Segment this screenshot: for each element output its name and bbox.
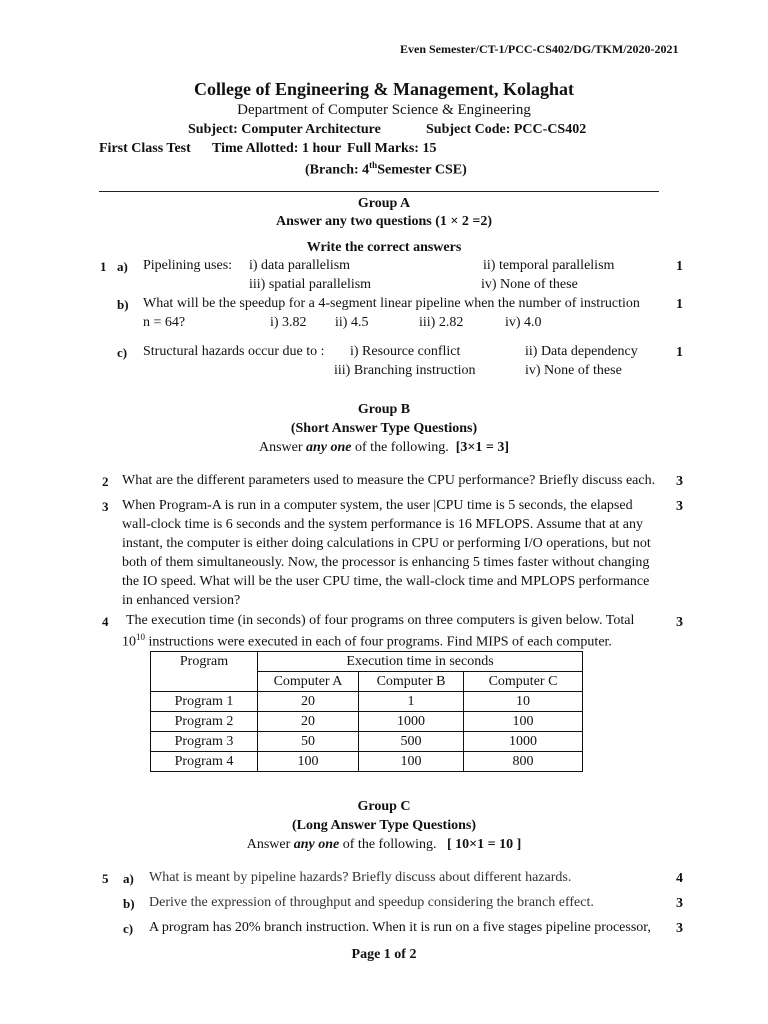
table-row xyxy=(151,692,583,712)
question-3-line-4: both of them simultaneously. Now, the processor is enhancing 5 times faster without changing xyxy=(122,555,650,570)
table-header-program: Program xyxy=(151,652,258,692)
question-5b-marks: 3 xyxy=(676,896,683,911)
group-a-title: Group A xyxy=(357,196,411,211)
table-cell: 1 xyxy=(359,692,464,712)
header-divider xyxy=(99,191,659,192)
question-1b-option-3: iii) 2.82 xyxy=(419,315,464,330)
table-header-computer-a: Computer A xyxy=(258,672,359,692)
question-3-line-1: When Program-A is run in a computer system, the user |CPU time is 5 seconds, the elapsed xyxy=(122,498,633,513)
question-4-line-2: $10^{10}$ instructions were executed in each of four programs. Find MIPS of each computer. xyxy=(122,632,612,650)
question-3-line-5: the IO speed. What will be the user CPU time, the wall-clock time and MPLOPS performance xyxy=(122,574,650,589)
group-a-subtitle: Write the correct answers xyxy=(306,240,462,255)
question-5-number: 5 xyxy=(102,871,109,886)
table-cell: 100 xyxy=(258,752,359,772)
question-3-line-2: wall-clock time is 6 seconds and the system performance is 16 MFLOPS. Assume that at any xyxy=(122,517,644,532)
table-cell: Program 3 xyxy=(151,732,258,752)
question-1c-option-2: ii) Data dependency xyxy=(525,344,638,359)
question-4-marks: 3 xyxy=(676,615,683,630)
table-row xyxy=(151,732,583,752)
table-cell: 1000 xyxy=(359,712,464,732)
question-3-marks: 3 xyxy=(676,499,683,514)
table-cell: 20 xyxy=(258,692,359,712)
table-header-computer-c: Computer C xyxy=(464,672,583,692)
group-b-instruction: Answer any one of the following. [3×1 = 3] xyxy=(258,440,510,455)
test-name: First Class Test xyxy=(99,141,191,156)
question-5a-label: a) xyxy=(123,871,134,886)
table-cell: 20 xyxy=(258,712,359,732)
subject-name: Subject: Computer Architecture xyxy=(188,122,381,137)
question-5a-text: What is meant by pipeline hazards? Briefly discuss about different hazards. xyxy=(149,870,572,885)
question-1a-marks: 1 xyxy=(676,259,683,274)
question-1b-option-1: i) 3.82 xyxy=(270,315,307,330)
group-b-title: Group B xyxy=(357,402,411,417)
question-2-text: What are the different parameters used to measure the CPU performance? Briefly discuss each. xyxy=(122,473,656,488)
question-3-number: 3 xyxy=(102,499,109,514)
question-5c-marks: 3 xyxy=(676,921,683,936)
group-a-instruction: Answer any two questions (1 × 2 =2) xyxy=(276,214,492,229)
table-header-execution-time: Execution time in seconds xyxy=(258,652,583,672)
page-number: Page 1 of 2 xyxy=(351,947,417,962)
question-1c-option-3: iii) Branching instruction xyxy=(334,363,476,378)
question-5c-text: A program has 20% branch instruction. When it is run on a five stages pipeline processor, xyxy=(149,920,651,935)
question-1a-option-1: i) data parallelism xyxy=(249,258,351,273)
question-5b-text: Derive the expression of throughput and speedup considering the branch effect. xyxy=(149,895,594,910)
question-5b-label: b) xyxy=(123,896,135,911)
question-1a-option-2: ii) temporal parallelism xyxy=(483,258,615,273)
college-name: College of Engineering & Management, Kolaghat xyxy=(194,79,574,99)
question-4-line-1: The execution time (in seconds) of four programs on three computers is given below. Total xyxy=(126,613,635,628)
table-cell: 100 xyxy=(359,752,464,772)
table-cell: Program 1 xyxy=(151,692,258,712)
table-header-row xyxy=(151,652,583,672)
group-c-instruction: Answer any one of the following. [ 10×1 = 10 ] xyxy=(246,837,522,852)
question-1c-option-1: i) Resource conflict xyxy=(350,344,461,359)
document-code: Even Semester/CT-1/PCC-CS402/DG/TKM/2020-2021 xyxy=(400,42,679,56)
question-3-line-3: instant, the computer is either doing calculations in CPU or performing I/O operations, but not xyxy=(122,536,651,551)
table-cell: 100 xyxy=(464,712,583,732)
time-allotted: Time Allotted: 1 hour xyxy=(212,141,342,156)
branch-line: (Branch: 4thSemester CSE) xyxy=(305,160,467,178)
question-1c-marks: 1 xyxy=(676,345,683,360)
table-cell: 800 xyxy=(464,752,583,772)
table-cell: 500 xyxy=(359,732,464,752)
question-1c-label: c) xyxy=(117,345,128,360)
question-5a-marks: 4 xyxy=(676,871,683,886)
question-1a-option-3: iii) spatial parallelism xyxy=(249,277,372,292)
table-row xyxy=(151,752,583,772)
question-3-line-6: in enhanced version? xyxy=(122,593,241,608)
subject-code: Subject Code: PCC-CS402 xyxy=(426,122,587,137)
question-1c-text: Structural hazards occur due to : xyxy=(143,344,325,359)
full-marks: Full Marks: 15 xyxy=(347,141,437,156)
execution-time-table xyxy=(150,651,583,772)
table-cell: 1000 xyxy=(464,732,583,752)
table-row xyxy=(151,712,583,732)
question-1c-option-4: iv) None of these xyxy=(525,363,622,378)
question-1b-label: b) xyxy=(117,297,129,312)
table-cell: 10 xyxy=(464,692,583,712)
group-c-subtitle: (Long Answer Type Questions) xyxy=(292,818,476,833)
question-1b-option-4: iv) 4.0 xyxy=(505,315,542,330)
question-1a-label: a) xyxy=(117,259,128,274)
department-name: Department of Computer Science & Engineering xyxy=(237,102,531,118)
table-cell: 50 xyxy=(258,732,359,752)
table-cell: Program 2 xyxy=(151,712,258,732)
question-1a-text: Pipelining uses: xyxy=(143,258,233,273)
group-b-subtitle: (Short Answer Type Questions) xyxy=(290,421,478,436)
table-header-computer-b: Computer B xyxy=(359,672,464,692)
question-2-marks: 3 xyxy=(676,474,683,489)
question-4-number: 4 xyxy=(102,614,109,629)
question-1b-option-2: ii) 4.5 xyxy=(335,315,369,330)
question-1-number: 1 xyxy=(100,259,107,274)
question-1b-line-2: n = 64? xyxy=(143,315,186,330)
question-1b-line-1: What will be the speedup for a 4-segment linear pipeline when the number of instruction xyxy=(143,296,640,311)
group-c-title: Group C xyxy=(357,799,411,814)
table-cell: Program 4 xyxy=(151,752,258,772)
question-5c-label: c) xyxy=(123,921,134,936)
question-1b-marks: 1 xyxy=(676,297,683,312)
question-2-number: 2 xyxy=(102,474,109,489)
question-1a-option-4: iv) None of these xyxy=(481,277,578,292)
